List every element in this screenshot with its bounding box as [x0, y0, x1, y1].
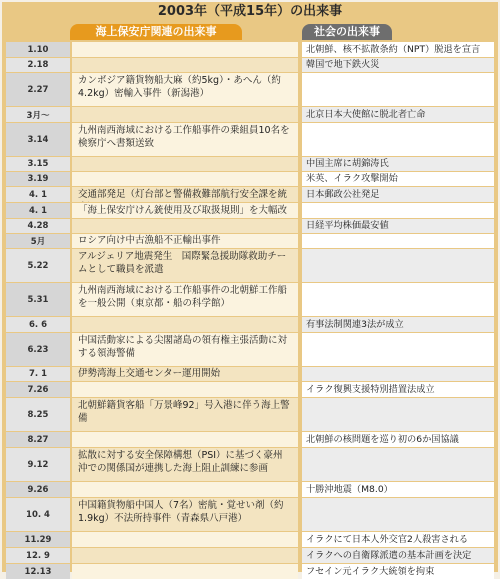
jcg-event: ロシア向け中古漁船不正輸出事件 — [72, 234, 298, 248]
society-event: 韓国で地下鉄火災 — [302, 58, 494, 72]
event-date: 3.19 — [6, 172, 70, 186]
society-event: 北朝鮮、核不拡散条約（NPT）脱退を宣言 — [302, 42, 494, 57]
jcg-event: 伊勢湾海上交通センター運用開始 — [72, 367, 298, 381]
society-event: 日本郵政公社発足 — [302, 187, 494, 202]
page-title: 2003年（平成15年）の出来事 — [157, 4, 343, 19]
society-event — [302, 234, 494, 248]
jcg-event — [72, 317, 298, 332]
jcg-column-header: 海上保安庁関連の出来事 — [70, 24, 242, 40]
jcg-event — [72, 107, 298, 122]
event-date: 11.29 — [6, 532, 70, 547]
event-date: 3月～ — [6, 107, 70, 122]
event-date: 5.31 — [6, 283, 70, 316]
event-date: 4. 1 — [6, 187, 70, 202]
event-date: 12.13 — [6, 564, 70, 579]
jcg-event — [72, 382, 298, 397]
event-date: 5.22 — [6, 249, 70, 282]
jcg-event: 中国籍貨物船中国人（7名）密航・覚せい剤（約1.9kg）不法所持事件（青森県八戸港） — [72, 498, 298, 531]
table-row — [6, 283, 494, 316]
jcg-event: カンボジア籍貨物船大麻（約5kg）・あへん（約4.2kg）密輸入事件（新潟港） — [72, 73, 298, 106]
table-row — [6, 367, 494, 381]
table-row — [6, 532, 494, 547]
event-date: 4. 1 — [6, 203, 70, 218]
jcg-event — [72, 42, 298, 57]
jcg-event: 拡散に対する安全保障構想（PSI）に基づく豪州沖での関係国が連携した海上阻止訓練に参画 — [72, 448, 298, 481]
jcg-event — [72, 482, 298, 497]
event-date: 4.28 — [6, 219, 70, 233]
table-row — [6, 107, 494, 122]
society-event — [302, 283, 494, 316]
table-row — [6, 42, 494, 57]
event-date: 2.27 — [6, 73, 70, 106]
table-row — [6, 382, 494, 397]
event-date: 9.12 — [6, 448, 70, 481]
table-row — [6, 58, 494, 72]
event-date: 1.10 — [6, 42, 70, 57]
event-date: 8.25 — [6, 398, 70, 431]
table-row — [6, 564, 494, 579]
jcg-event — [72, 564, 298, 579]
jcg-event — [72, 58, 298, 72]
jcg-event — [72, 432, 298, 447]
society-event — [302, 249, 494, 282]
table-row — [6, 187, 494, 202]
jcg-event — [72, 219, 298, 233]
society-event: 日経平均株価最安値 — [302, 219, 494, 233]
jcg-event — [72, 548, 298, 563]
society-event — [302, 498, 494, 531]
society-event — [302, 73, 494, 106]
table-row — [6, 234, 494, 248]
table-row — [6, 333, 494, 366]
society-event — [302, 123, 494, 156]
society-event: イラクへの自衛隊派遣の基本計画を決定 — [302, 548, 494, 563]
event-date: 12. 9 — [6, 548, 70, 563]
event-date: 7. 1 — [6, 367, 70, 381]
event-date: 8.27 — [6, 432, 70, 447]
event-date: 6.23 — [6, 333, 70, 366]
table-row — [6, 482, 494, 497]
society-event: 十勝沖地震（M8.0） — [302, 482, 494, 497]
jcg-event: 「海上保安庁けん銃使用及び取扱規則」を大幅改 — [72, 203, 298, 218]
jcg-event: 九州南西海域における工作船事件の北朝鮮工作船を一般公開（東京都・船の科学館） — [72, 283, 298, 316]
jcg-event: 九州南西海域における工作船事件の乗組員10名を検察庁へ書類送致 — [72, 123, 298, 156]
society-event: イラク復興支援特別措置法成立 — [302, 382, 494, 397]
society-event: 北朝鮮の核問題を巡り初の6か国協議 — [302, 432, 494, 447]
society-event: フセイン元イラク大統領を拘束 — [302, 564, 494, 579]
table-row — [6, 317, 494, 332]
table-row — [6, 123, 494, 156]
jcg-event: 北朝鮮籍貨客船「万景峰92」号入港に伴う海上警備 — [72, 398, 298, 431]
jcg-event — [72, 157, 298, 171]
table-row — [6, 203, 494, 218]
event-date: 2.18 — [6, 58, 70, 72]
event-date: 7.26 — [6, 382, 70, 397]
event-date: 10. 4 — [6, 498, 70, 531]
jcg-event: 中国活動家による尖閣諸島の領有権主張活動に対する領海警備 — [72, 333, 298, 366]
events-table — [2, 2, 498, 577]
table-row — [6, 398, 494, 431]
event-date: 3.15 — [6, 157, 70, 171]
society-event — [302, 203, 494, 218]
table-row — [6, 73, 494, 106]
jcg-event — [72, 532, 298, 547]
society-event: 有事法制関連3法が成立 — [302, 317, 494, 332]
table-row — [6, 448, 494, 481]
event-date: 5月 — [6, 234, 70, 248]
jcg-event: 交通部発足（灯台部と警備救難部航行安全課を統 — [72, 187, 298, 202]
table-row — [6, 432, 494, 447]
society-event — [302, 398, 494, 431]
table-row — [6, 498, 494, 531]
table-row — [6, 172, 494, 186]
society-event — [302, 333, 494, 366]
society-event — [302, 367, 494, 381]
event-date: 3.14 — [6, 123, 70, 156]
table-row — [6, 548, 494, 563]
jcg-event — [72, 172, 298, 186]
society-event: 北京日本大使館に脱北者亡命 — [302, 107, 494, 122]
table-row — [6, 219, 494, 233]
table-row — [6, 249, 494, 282]
society-column-header: 社会の出来事 — [302, 24, 392, 40]
jcg-event: アルジェリア地震発生 国際緊急援助隊救助チームとして職員を派遣 — [72, 249, 298, 282]
event-date: 9.26 — [6, 482, 70, 497]
society-event: 中国主席に胡錦涛氏 — [302, 157, 494, 171]
society-event: イラクにて日本人外交官2人殺害される — [302, 532, 494, 547]
table-row — [6, 157, 494, 171]
society-event — [302, 448, 494, 481]
society-event: 米英、イラク攻撃開始 — [302, 172, 494, 186]
event-date: 6. 6 — [6, 317, 70, 332]
